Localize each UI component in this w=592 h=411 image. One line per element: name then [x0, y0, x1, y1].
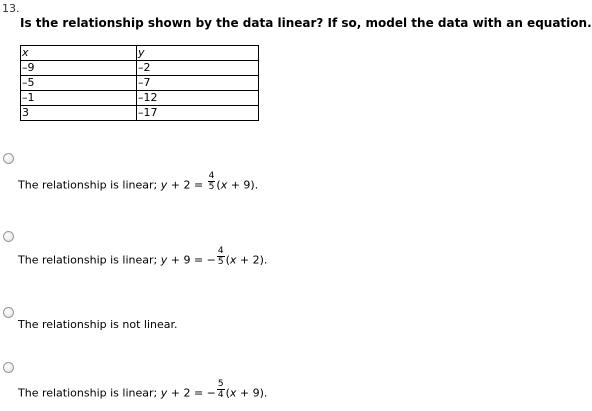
choice-b-radio[interactable]	[3, 231, 14, 242]
choice-d-fraction	[217, 379, 225, 400]
choice-d-lhs-op: + 2 =	[167, 386, 207, 400]
choice-b-fraction	[217, 246, 225, 267]
choice-b-lead: The relationship is linear;	[18, 253, 161, 267]
choice-a-rhs-var: x	[220, 178, 228, 192]
choice-b-lhs-var: y	[160, 253, 168, 267]
choice-d-numerator: 5	[217, 379, 224, 389]
choice-d-denominator: 4	[217, 390, 224, 400]
choice-d-radio[interactable]	[3, 362, 14, 373]
choice-d-sign: −	[206, 386, 216, 400]
table-header-row	[21, 46, 259, 61]
table-cell: 3	[21, 106, 137, 121]
choice-a-lhs-var: y	[160, 178, 168, 192]
choice-d-rhs-tail: + 9).	[236, 386, 268, 400]
choice-d-label[interactable]	[18, 379, 268, 404]
choice-c-label[interactable]	[18, 318, 178, 331]
table-header-x: x	[21, 46, 137, 61]
choice-b-denominator: 5	[217, 257, 224, 267]
choice-c-text: The relationship is not linear.	[18, 318, 178, 331]
table-cell: –5	[21, 76, 137, 91]
choice-d-lead: The relationship is linear;	[18, 386, 161, 400]
choice-d-paren: (	[225, 386, 230, 400]
choice-b-sign: −	[206, 253, 216, 267]
table-cell: –17	[137, 106, 259, 121]
choice-a-lhs-op: + 2 =	[167, 178, 207, 192]
choice-c-radio[interactable]	[3, 307, 14, 318]
choice-b-paren: (	[225, 253, 230, 267]
choice-b-rhs-var: x	[229, 253, 237, 267]
table-cell: –7	[137, 76, 259, 91]
choice-b-numerator: 4	[217, 246, 224, 256]
question-number: 13.	[2, 2, 20, 15]
table-row	[21, 106, 259, 121]
table-row	[21, 76, 259, 91]
choice-a-lead: The relationship is linear;	[18, 178, 161, 192]
question-prompt: Is the relationship shown by the data linear? If so, model the data with an equation.	[20, 16, 592, 30]
choice-b-label[interactable]	[18, 246, 268, 271]
choice-d-rhs-var: x	[229, 386, 237, 400]
choice-a-rhs-tail: + 9).	[227, 178, 259, 192]
table-row	[21, 61, 259, 76]
data-table	[20, 45, 259, 121]
choice-b-rhs-tail: + 2).	[236, 253, 268, 267]
table-cell: –9	[21, 61, 137, 76]
choice-d-lhs-var: y	[160, 386, 168, 400]
choice-a-fraction	[208, 171, 216, 192]
table-header-y: y	[137, 46, 259, 61]
choice-a-numerator: 4	[208, 171, 215, 181]
choice-b-lhs-op: + 9 =	[167, 253, 207, 267]
choice-a-paren: (	[216, 178, 221, 192]
choice-a-denominator: 5	[208, 182, 215, 192]
table-cell: –12	[137, 91, 259, 106]
table-cell: –1	[21, 91, 137, 106]
table-cell: –2	[137, 61, 259, 76]
choice-a-radio[interactable]	[3, 153, 14, 164]
table-row	[21, 91, 259, 106]
choice-a-label[interactable]	[18, 171, 259, 196]
